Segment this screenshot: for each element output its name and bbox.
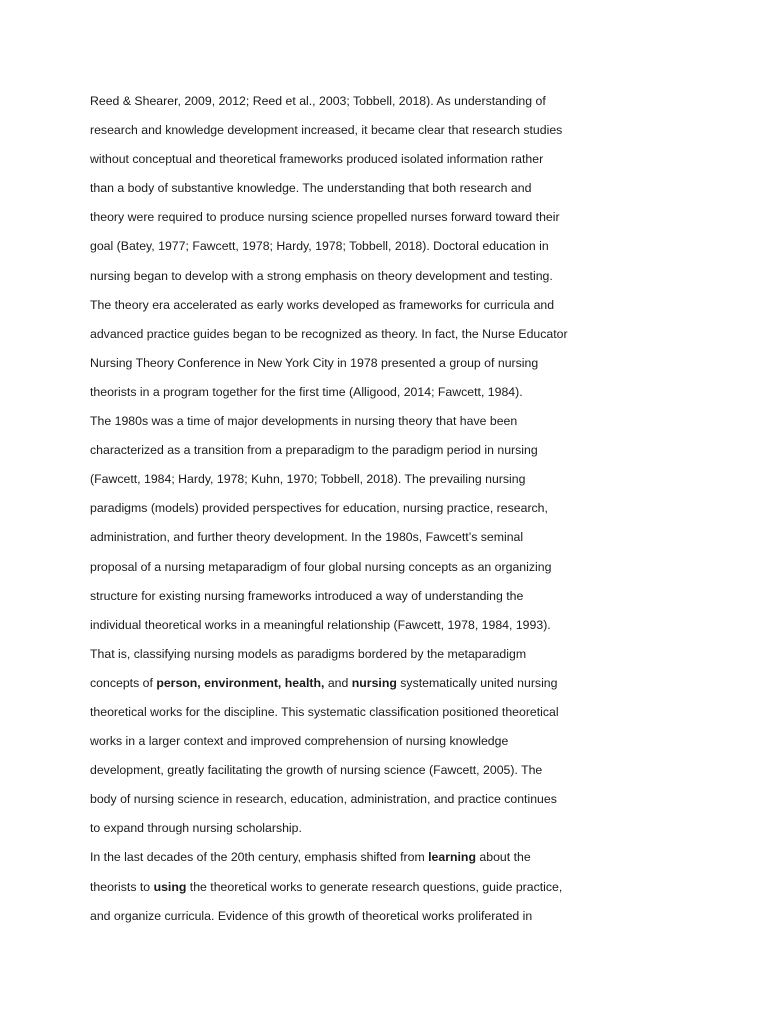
text-line: without conceptual and theoretical frameworks produced isolated information rather bbox=[90, 152, 544, 167]
text-line: characterized as a transition from a preparadigm to the paradigm period in nursing bbox=[90, 443, 538, 458]
text-line: individual theoretical works in a meaningful relationship (Fawcett, 1978, 1984, 1993). bbox=[90, 617, 551, 632]
text-line: proposal of a nursing metaparadigm of four global nursing concepts as an organizing bbox=[90, 559, 552, 574]
text-span: and bbox=[324, 675, 352, 690]
text-line: The 1980s was a time of major developments in nursing theory that have been bbox=[90, 414, 518, 429]
text-line: nursing began to develop with a strong emphasis on theory development and testing. bbox=[90, 268, 553, 283]
text-line: research and knowledge development increased, it became clear that research studies bbox=[90, 123, 563, 138]
text-line: advanced practice guides began to be recognized as theory. In fact, the Nurse Educator bbox=[90, 326, 568, 341]
text-line: theorists in a program together for the first time (Alligood, 2014; Fawcett, 1984). bbox=[90, 384, 523, 399]
text-line: body of nursing science in research, education, administration, and practice continues bbox=[90, 792, 557, 807]
text-line-using bbox=[90, 873, 610, 902]
text-line-metaparadigm-concepts bbox=[90, 669, 610, 698]
text-line: to expand through nursing scholarship. bbox=[90, 821, 302, 836]
text-line: development, greatly facilitating the growth of nursing science (Fawcett, 2005). The bbox=[90, 763, 543, 778]
text-line-learning bbox=[90, 843, 610, 872]
text-line: (Fawcett, 1984; Hardy, 1978; Kuhn, 1970; Tobbell, 2018). The prevailing nursing bbox=[90, 472, 526, 487]
text-line: Nursing Theory Conference in New York City in 1978 presented a group of nursing bbox=[90, 355, 539, 370]
text-line: That is, classifying nursing models as paradigms bordered by the metaparadigm bbox=[90, 646, 527, 661]
text-line: structure for existing nursing frameworks introduced a way of understanding the bbox=[90, 588, 524, 603]
text-line: than a body of substantive knowledge. The understanding that both research and bbox=[90, 181, 532, 196]
text-span: concepts of bbox=[90, 675, 157, 690]
body-text bbox=[90, 87, 610, 931]
text-line: goal (Batey, 1977; Fawcett, 1978; Hardy, 1978; Tobbell, 2018). Doctoral education in bbox=[90, 239, 549, 254]
text-line: Reed & Shearer, 2009, 2012; Reed et al., 2003; Tobbell, 2018). As understanding of bbox=[90, 94, 546, 108]
text-line: theoretical works for the discipline. This systematic classification positioned theoretical bbox=[90, 704, 559, 719]
text-span: about the bbox=[475, 850, 531, 865]
bold-nursing: nursing bbox=[351, 675, 397, 690]
text-span: the theoretical works to generate research questions, guide practice, bbox=[186, 879, 563, 894]
text-span: systematically united nursing bbox=[396, 675, 558, 690]
text-line: and organize curricula. Evidence of this growth of theoretical works proliferated in bbox=[90, 908, 533, 923]
text-span: theorists to bbox=[90, 879, 154, 894]
text-line: The theory era accelerated as early works developed as frameworks for curricula and bbox=[90, 297, 555, 312]
text-line: paradigms (models) provided perspectives for education, nursing practice, research, bbox=[90, 501, 548, 516]
text-line: theory were required to produce nursing science propelled nurses forward toward their bbox=[90, 210, 560, 225]
text-line: works in a larger context and improved comprehension of nursing knowledge bbox=[90, 734, 509, 749]
bold-learning: learning bbox=[428, 850, 476, 865]
text-line: administration, and further theory development. In the 1980s, Fawcett’s seminal bbox=[90, 530, 524, 545]
text-span: In the last decades of the 20th century, emphasis shifted from bbox=[90, 850, 429, 865]
bold-concepts: person, environment, health, bbox=[156, 675, 325, 690]
bold-using: using bbox=[153, 879, 187, 894]
